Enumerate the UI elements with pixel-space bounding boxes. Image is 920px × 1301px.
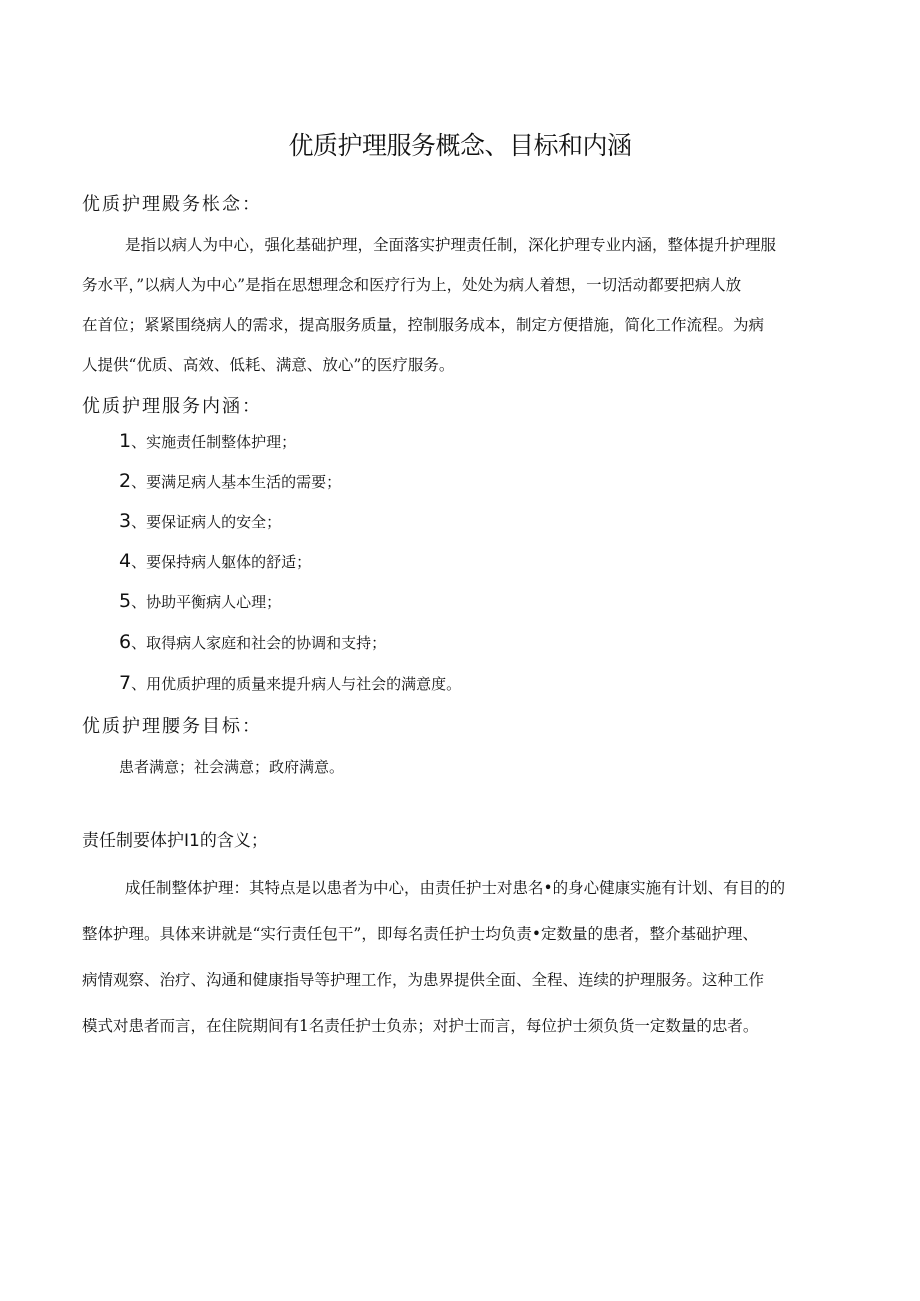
list-item bbox=[119, 470, 341, 492]
list-text: 、要满足病人基本生活的需要； bbox=[131, 473, 342, 491]
list-item bbox=[119, 590, 281, 612]
document-title: 优质护理服务概念、目标和内涵 bbox=[288, 131, 632, 160]
concept-line: 务水平，”以病人为中心”是指在思想理念和医疗行为上，处处为病人着想，一切活动都要把病人放 bbox=[82, 276, 742, 294]
list-number: 5 bbox=[119, 590, 132, 612]
list-number: 2 bbox=[119, 470, 132, 492]
responsibility-heading: 责任制要体护I1的含义； bbox=[82, 831, 268, 851]
list-text: 、协助平衡病人心理； bbox=[131, 593, 282, 611]
list-item bbox=[119, 550, 311, 572]
concept-heading: 优质护理殿务枨念： bbox=[82, 194, 262, 215]
list-text: 、用优质护理的质量来提升病人与社会的满意度。 bbox=[131, 675, 462, 693]
goal-text: 患者满意；社会满意；政府满意。 bbox=[119, 758, 345, 776]
list-number: 7 bbox=[119, 672, 132, 694]
list-text: 、取得病人家庭和社会的协调和支持； bbox=[131, 634, 387, 652]
concept-line: 是指以病人为中心，强化基础护理，全面落实护理责任制，深化护理专业内涵，整体提升护理服 bbox=[125, 236, 777, 254]
responsibility-line: 整体护理。具体来讲就是“实行责任包干”，即每名责任护士均负责•定数量的患者，整介基础护理、 bbox=[82, 925, 758, 943]
list-text: 、要保持病人躯体的舒适； bbox=[131, 553, 312, 571]
goal-heading: 优质护理腰务目标： bbox=[82, 716, 262, 737]
connotation-heading: 优质护理服务内涵： bbox=[82, 396, 262, 417]
responsibility-line: 病情观察、治疗、沟通和健康指导等护理工作，为患界提供全面、全程、连续的护理服务。这种工作 bbox=[82, 971, 765, 989]
list-item bbox=[119, 631, 386, 653]
list-text: 、要保证病人的安全； bbox=[131, 513, 282, 531]
list-number: 1 bbox=[119, 430, 132, 452]
list-item bbox=[119, 672, 461, 694]
concept-line: 在首位；紧紧围绕病人的需求，提高服务质量，控制服务成本，制定方便措施，简化工作流程。为病 bbox=[82, 316, 765, 334]
concept-line: 人提供“优质、高效、低耗、满意、放心”的医疗服务。 bbox=[82, 356, 455, 374]
responsibility-line: 模式对患者而言，在住院期间有1名责任护士负赤；对护士而言，每位护士须负货一定数量的忠者。 bbox=[82, 1017, 759, 1035]
list-number: 6 bbox=[119, 631, 132, 653]
list-number: 4 bbox=[119, 550, 132, 572]
responsibility-line: 成任制整体护理：其特点是以患者为中心，由责任护士对患名•的身心健康实施有计划、有目的的 bbox=[125, 879, 786, 897]
list-item bbox=[119, 430, 296, 452]
list-number: 3 bbox=[119, 510, 132, 532]
list-text: 、实施责任制整体护理； bbox=[131, 433, 297, 451]
list-item bbox=[119, 510, 281, 532]
